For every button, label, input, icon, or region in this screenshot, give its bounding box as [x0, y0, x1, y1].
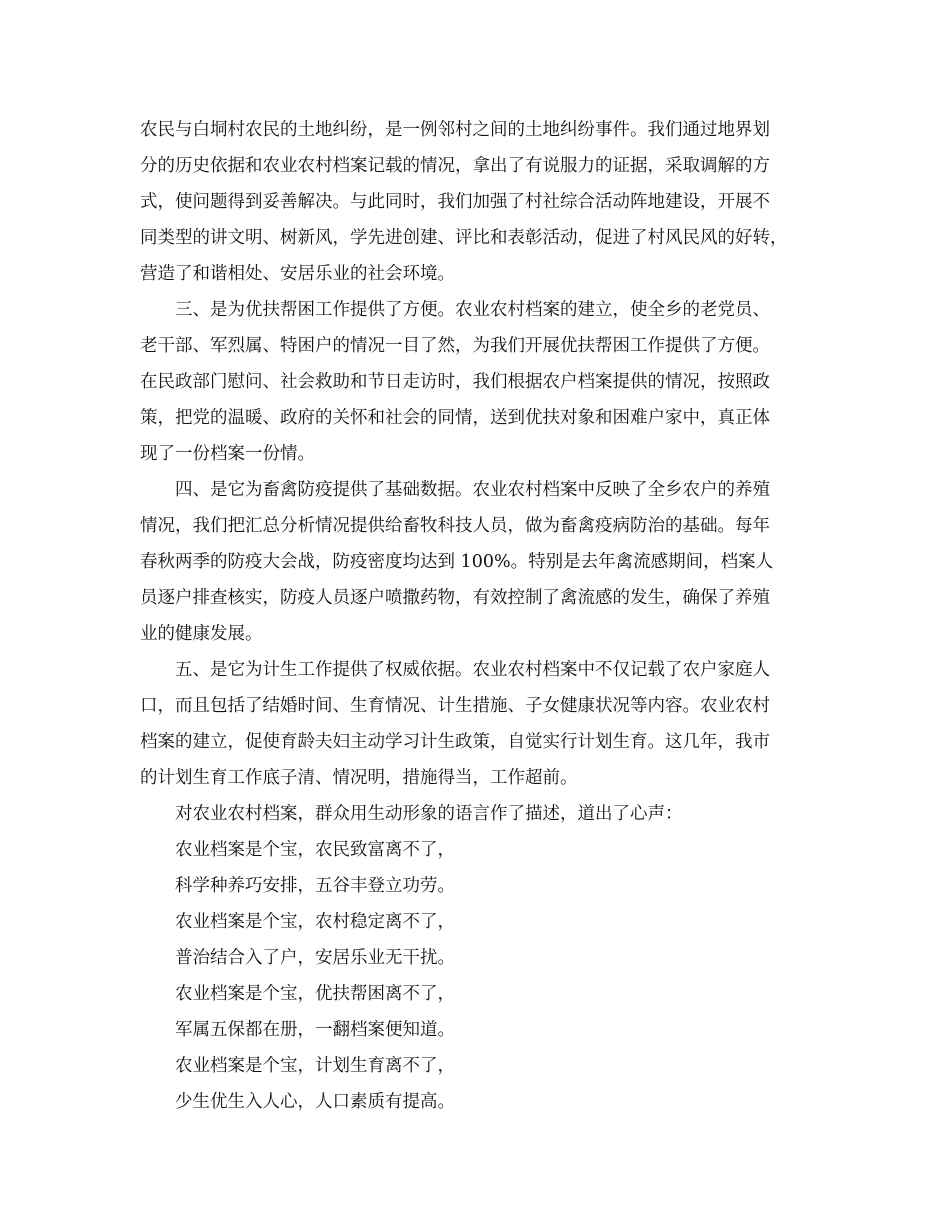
- verse-line: 农业档案是个宝，农村稳定离不了，: [175, 912, 455, 932]
- text-line: 业的健康发展。: [140, 624, 263, 644]
- text-line: 口，而且包括了结婚时间、生育情况、计生措施、子女健康状况等内容。农业农村: [140, 696, 770, 716]
- paragraph-start: 五、是它为计生工作提供了权威依据。农业农村档案中不仅记载了农户家庭人: [175, 660, 770, 680]
- paragraph-start: 对农业农村档案，群众用生动形象的语言作了描述，道出了心声：: [175, 804, 683, 824]
- text-line: 春秋两季的防疫大会战，防疫密度均达到 100%。特别是去年禽流感期间，档案人: [140, 552, 774, 572]
- verse-line: 少生优生入人心，人口素质有提高。: [175, 1092, 455, 1112]
- paragraph-start: 四、是它为畜禽防疫提供了基础数据。农业农村档案中反映了全乡农户的养殖: [175, 480, 770, 500]
- text-line: 的计划生育工作底子清、情况明，措施得当，工作超前。: [140, 768, 578, 788]
- text-line: 同类型的讲文明、树新风，学先进创建、评比和表彰活动，促进了村风民风的好转，: [140, 228, 788, 248]
- paragraph-start: 三、是为优扶帮困工作提供了方便。农业农村档案的建立，使全乡的老党员、: [175, 300, 770, 320]
- text-line: 现了一份档案一份情。: [140, 444, 315, 464]
- verse-line: 农业档案是个宝，农民致富离不了，: [175, 840, 455, 860]
- text-line: 在民政部门慰问、社会救助和节日走访时，我们根据农户档案提供的情况，按照政: [140, 372, 770, 392]
- text-line: 老干部、军烈属、特困户的情况一目了然，为我们开展优扶帮困工作提供了方便。: [140, 336, 770, 356]
- text-line: 策，把党的温暖、政府的关怀和社会的同情，送到优扶对象和困难户家中，真正体: [140, 408, 770, 428]
- verse-line: 科学种养巧安排，五谷丰登立功劳。: [175, 876, 455, 896]
- text-line: 式，使问题得到妥善解决。与此同时，我们加强了村社综合活动阵地建设，开展不: [140, 192, 770, 212]
- verse-line: 农业档案是个宝，优扶帮困离不了，: [175, 984, 455, 1004]
- verse-line: 农业档案是个宝，计划生育离不了，: [175, 1056, 455, 1076]
- text-line: 档案的建立，促使育龄夫妇主动学习计生政策，自觉实行计划生育。这几年，我市: [140, 732, 770, 752]
- verse-line: 普治结合入了户，安居乐业无干扰。: [175, 948, 455, 968]
- text-line: 情况，我们把汇总分析情况提供给畜牧科技人员，做为畜禽疫病防治的基础。每年: [140, 516, 770, 536]
- text-line: 农民与白垌村农民的土地纠纷，是一例邻村之间的土地纠纷事件。我们通过地界划: [140, 120, 770, 140]
- text-line: 营造了和谐相处、安居乐业的社会环境。: [140, 264, 455, 284]
- text-line: 分的历史依据和农业农村档案记载的情况，拿出了有说服力的证据，采取调解的方: [140, 156, 770, 176]
- verse-line: 军属五保都在册，一翻档案便知道。: [175, 1020, 455, 1040]
- text-line: 员逐户排查核实，防疫人员逐户喷撒药物，有效控制了禽流感的发生，确保了养殖: [140, 588, 770, 608]
